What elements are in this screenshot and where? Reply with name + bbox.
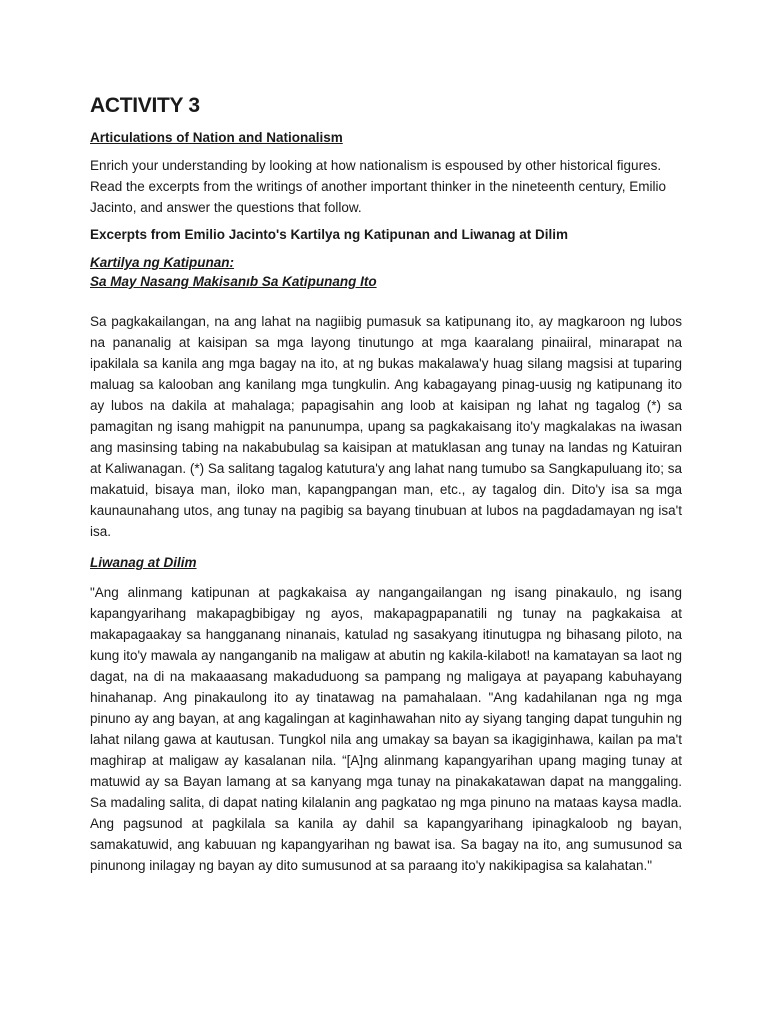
excerpt-heading: Excerpts from Emilio Jacinto's Kartilya ng Katipunan and Liwanag at Dilim [90, 227, 569, 242]
kartilya-heading-line2: Sa May Nasang Makisanıb Sa Katipunang Ito [90, 274, 377, 289]
intro-paragraph: Enrich your understanding by looking at how nationalism is espoused by other historical figures. Read the excerpts from the writings of another important thinker in the nineteenth century, Emilio Jacinto, and answer the questions that follow. [90, 158, 667, 215]
page-title: ACTIVITY 3 [90, 94, 200, 117]
liwanag-heading: Liwanag at Dilim [90, 555, 197, 570]
kartilya-heading [90, 253, 682, 291]
liwanag-paragraph: "Ang alinmang katipunan at pagkakaisa ay nangangailangan ng isang pinakaulo, ng isang kapangyarihang makapagbibigay ng ayos, makapagpapanatili ng tunay na pagkakaisa at makapagaakay sa hangganang ninanais, katulad ng sasakyang itinutugpa ng bihasang piloto, na kung ito'y mawala ay nanganganib na maligaw at abutin ng kakila-kilabot! na kamatayan sa laot ng dagat, na di na makaaasang makaduduong sa pampang ng maligaya at payapang kabuhayang hinahanap. Ang pinakaulong ito ay tinatawag na pamahalaan. "Ang kadahilanan nga ng mga pinuno ay ang bayan, at ang kagalingan at kaginhawahan nito ay siyang tanging dapat tunguhin ng lahat nilang gawa at kautusan. Tungkol nila ang umakay sa bayan sa ikagiginhawa, kailan pa ma't maghirap at maligaw ay kasalanan nila. “[A]ng alinmang kapangyarihan upang maging tunay at matuwid ay sa Bayan lamang at sa kanyang mga tunay na pinakakatawan dapat na manggaling. Sa madaling salita, di dapat nating kilalanin ang pagkatao ng mga pinuno na mataas kaysa madla. Ang pagsunod at pagkilala sa kanila ay dahil sa kapangyarihang ipinagkaloob ng bayan, samakatuwid, ang kabuuan ng kapangyarihan ng bawat isa. Sa bagay na ito, ang sumusunod sa pinunong inilagay ng bayan ay dito sumusunod at sa paraang ito'y nakikipagisa sa kalahatan." [90, 585, 682, 873]
document-subtitle: Articulations of Nation and Nationalism [90, 130, 343, 145]
kartilya-paragraph: Sa pagkakailangan, na ang lahat na nagiibig pumasuk sa katipunang ito, ay magkaroon ng lubos na pananalig at kaisipan sa mga layong tinutungo at mga kaaralang pinaiiral, minarapat na ipakilala sa kanila ang mga bagay na ito, at ng bukas makalawa'y huag silang magsisi at tuparing maluag sa kalooban ang kanilang mga tungkulin. Ang kabagayang pinag-uusig ng katipunang ito ay lubos na dakila at mahalaga; papagisahin ang loob at kaisipan ng lahat ng tagalog (*) sa pamagitan ng isang mahigpit na panunumpa, upang sa pagkakaisang ito'y magkalakas na iwasan ang masinsing tabing na nakabubulag sa kaisipan at matuklasan ang tunay na landas ng Katuiran at Kaliwanagan. (*) Sa salitang tagalog katutura'y ang lahat nang tumubo sa Sangkapuluang ito; sa makatuid, bisaya man, iloko man, kapangpangan man, etc., ay tagalog din. Dito'y isa sa mga kaunaunahang utos, ang tunay na pagibig sa bayang tinubuan at lubos na pagdadamayan ng isa't isa. [90, 314, 682, 539]
kartilya-heading-line1: Kartilya ng Katipunan: [90, 255, 235, 270]
